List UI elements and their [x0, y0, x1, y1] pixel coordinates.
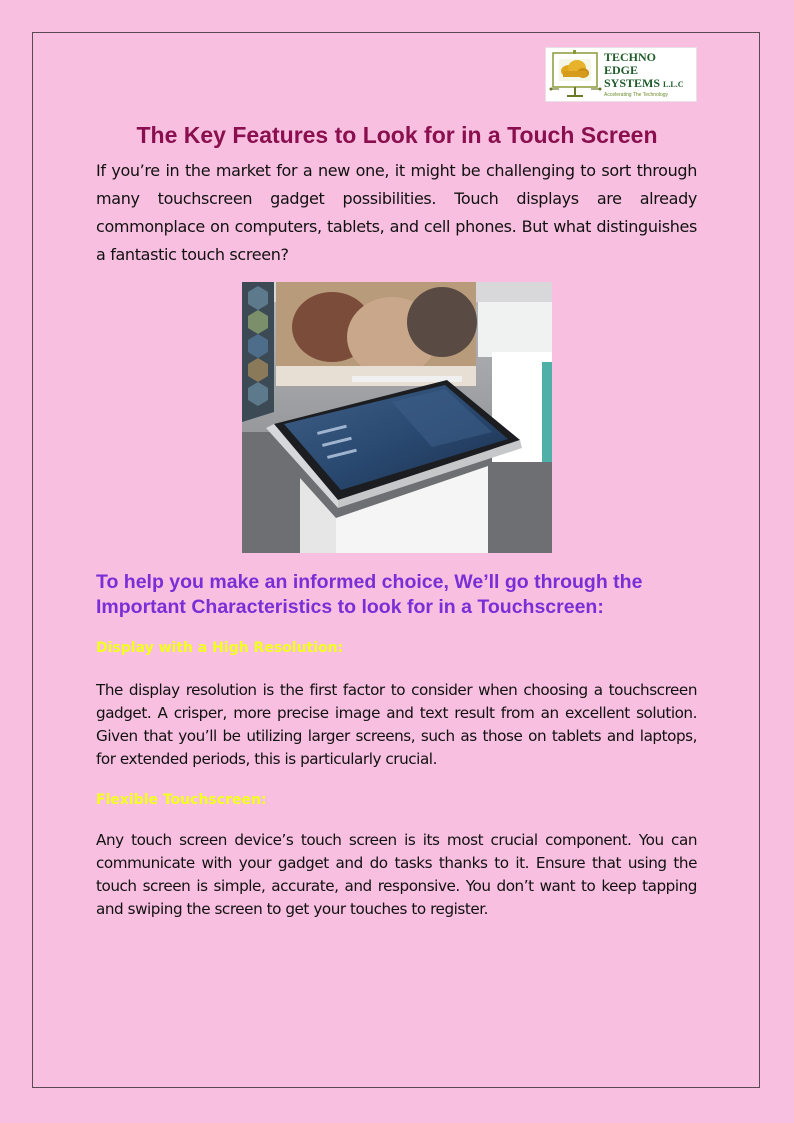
- logo-suffix: L.L.C: [663, 80, 684, 89]
- page-title: The Key Features to Look for in a Touch Screen: [136, 122, 658, 148]
- feature-body-touchscreen: Any touch screen device’s touch screen is its most crucial component. You can communicate with your gadget and do tasks thanks to it. Ensure that using the touch screen is simple, accurate, and responsive. You don’t want to keep tapping and swiping the screen to get your touches to register.: [96, 831, 697, 918]
- logo-line-1: TECHNO: [604, 50, 657, 64]
- section-subheading: To help you make an informed choice, We’ll go through the Important Characteristics to look for in a Touchscreen:: [96, 571, 643, 618]
- logo-line-3: SYSTEMS: [604, 76, 661, 90]
- feature-heading-resolution: Display with a High Resolution:: [96, 640, 344, 656]
- logo-wordmark: [604, 51, 683, 91]
- intro-paragraph: If you’re in the market for a new one, it might be challenging to sort through many touchscreen gadget possibilities. Touch displays are already commonplace on computers, tablets, and cell phones. But what distinguishes a fantastic touch screen?: [96, 161, 697, 264]
- logo-line-3-wrap: [604, 77, 683, 91]
- company-logo: [545, 47, 697, 102]
- logo-tagline: Accelerating The Technology: [604, 92, 669, 98]
- kiosk-illustration: [242, 282, 552, 553]
- cloud-monitor-icon: [547, 49, 603, 102]
- feature-body-resolution: The display resolution is the first factor to consider when choosing a touchscreen gadget. A crisper, more precise image and text result from an excellent solution. Given that you’ll be utilizing larger screens, such as those on tablets and laptops, for extended periods, this is particularly crucial.: [96, 681, 697, 768]
- logo-line-2: EDGE: [604, 63, 639, 77]
- feature-heading-touchscreen: Flexible Touchscreen:: [96, 792, 267, 808]
- touchscreen-kiosk-photo: [242, 282, 552, 553]
